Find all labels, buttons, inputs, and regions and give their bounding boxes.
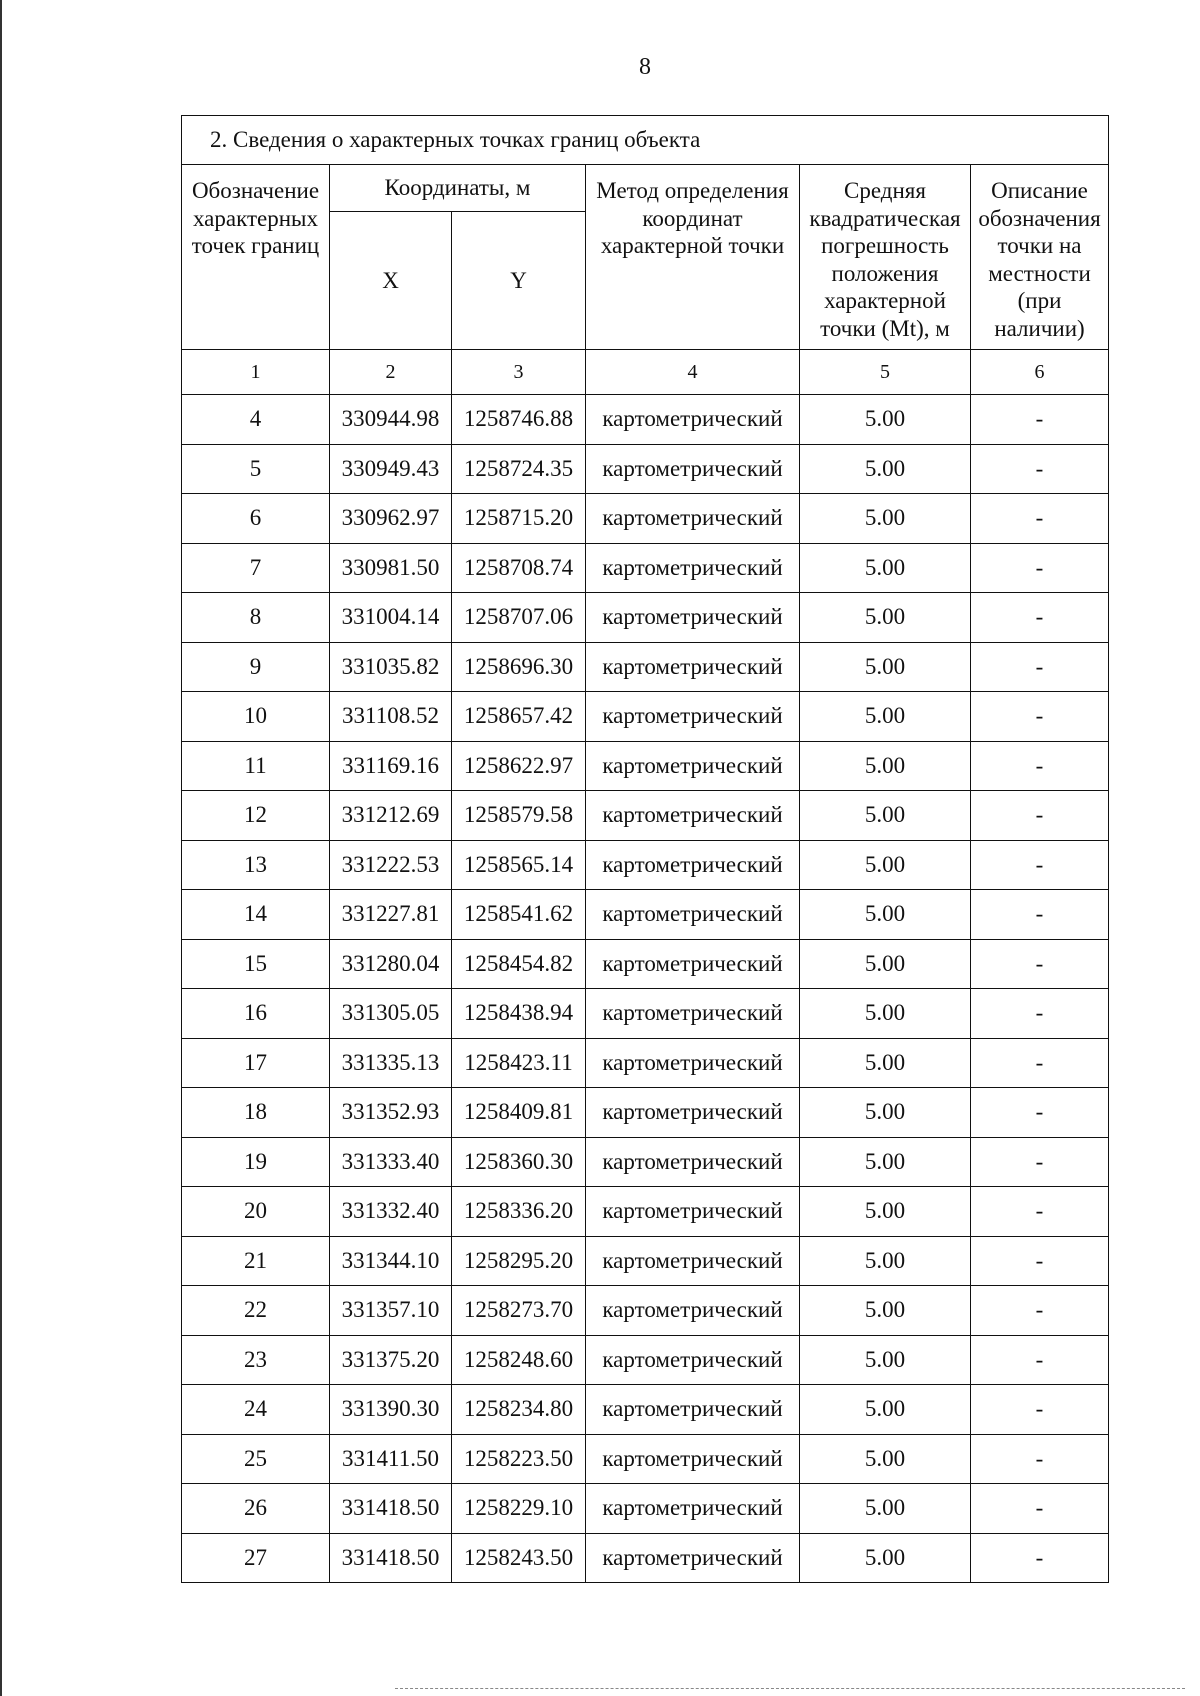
table-row	[182, 543, 1109, 593]
description-cell: -	[971, 1038, 1109, 1088]
x-coordinate-cell: 331305.05	[330, 989, 452, 1039]
header-x: X	[330, 212, 452, 350]
header-coordinates: Координаты, м	[330, 165, 586, 212]
column-number: 2	[330, 350, 452, 395]
description-cell: -	[971, 692, 1109, 742]
x-coordinate-cell: 331411.50	[330, 1434, 452, 1484]
description-cell: -	[971, 444, 1109, 494]
point-designation-cell: 11	[182, 741, 330, 791]
x-coordinate-cell: 330981.50	[330, 543, 452, 593]
description-cell: -	[971, 1385, 1109, 1435]
y-coordinate-cell: 1258336.20	[452, 1187, 586, 1237]
method-cell: картометрический	[586, 1484, 800, 1534]
y-coordinate-cell: 1258707.06	[452, 593, 586, 643]
table-row	[182, 593, 1109, 643]
table-row	[182, 692, 1109, 742]
rms-error-cell: 5.00	[800, 1137, 971, 1187]
method-cell: картометрический	[586, 1236, 800, 1286]
description-cell: -	[971, 1434, 1109, 1484]
header-description: Описание обозначения точки на местности (при наличии)	[971, 165, 1109, 350]
x-coordinate-cell: 331227.81	[330, 890, 452, 940]
method-cell: картометрический	[586, 791, 800, 841]
rms-error-cell: 5.00	[800, 1434, 971, 1484]
description-cell: -	[971, 395, 1109, 445]
rms-error-cell: 5.00	[800, 692, 971, 742]
description-cell: -	[971, 1335, 1109, 1385]
point-designation-cell: 8	[182, 593, 330, 643]
y-coordinate-cell: 1258295.20	[452, 1236, 586, 1286]
description-cell: -	[971, 1286, 1109, 1336]
point-designation-cell: 26	[182, 1484, 330, 1534]
x-coordinate-cell: 331108.52	[330, 692, 452, 742]
description-cell: -	[971, 1088, 1109, 1138]
x-coordinate-cell: 331390.30	[330, 1385, 452, 1435]
x-coordinate-cell: 331375.20	[330, 1335, 452, 1385]
column-number: 6	[971, 350, 1109, 395]
header-method: Метод определения координат характерной точки	[586, 165, 800, 350]
description-cell: -	[971, 1137, 1109, 1187]
rms-error-cell: 5.00	[800, 444, 971, 494]
x-coordinate-cell: 331035.82	[330, 642, 452, 692]
y-coordinate-cell: 1258360.30	[452, 1137, 586, 1187]
point-designation-cell: 20	[182, 1187, 330, 1237]
point-designation-cell: 9	[182, 642, 330, 692]
method-cell: картометрический	[586, 642, 800, 692]
description-cell: -	[971, 989, 1109, 1039]
header-y: Y	[452, 212, 586, 350]
description-cell: -	[971, 593, 1109, 643]
rms-error-cell: 5.00	[800, 939, 971, 989]
x-coordinate-cell: 331357.10	[330, 1286, 452, 1336]
x-coordinate-cell: 331352.93	[330, 1088, 452, 1138]
y-coordinate-cell: 1258579.58	[452, 791, 586, 841]
y-coordinate-cell: 1258229.10	[452, 1484, 586, 1534]
section-title: 2. Сведения о характерных точках границ объекта	[182, 116, 1109, 165]
rms-error-cell: 5.00	[800, 1385, 971, 1435]
method-cell: картометрический	[586, 1335, 800, 1385]
description-cell: -	[971, 543, 1109, 593]
rms-error-cell: 5.00	[800, 593, 971, 643]
table-row	[182, 1137, 1109, 1187]
y-coordinate-cell: 1258696.30	[452, 642, 586, 692]
rms-error-cell: 5.00	[800, 1286, 971, 1336]
rms-error-cell: 5.00	[800, 1088, 971, 1138]
page-number: 8	[639, 54, 651, 80]
y-coordinate-cell: 1258223.50	[452, 1434, 586, 1484]
y-coordinate-cell: 1258565.14	[452, 840, 586, 890]
y-coordinate-cell: 1258243.50	[452, 1533, 586, 1583]
x-coordinate-cell: 331418.50	[330, 1533, 452, 1583]
method-cell: картометрический	[586, 494, 800, 544]
column-number: 3	[452, 350, 586, 395]
rms-error-cell: 5.00	[800, 543, 971, 593]
scan-edge-line	[0, 0, 2, 1696]
method-cell: картометрический	[586, 1137, 800, 1187]
method-cell: картометрический	[586, 1385, 800, 1435]
rms-error-cell: 5.00	[800, 741, 971, 791]
method-cell: картометрический	[586, 1434, 800, 1484]
table-row	[182, 444, 1109, 494]
description-cell: -	[971, 1533, 1109, 1583]
x-coordinate-cell: 331280.04	[330, 939, 452, 989]
x-coordinate-cell: 331344.10	[330, 1236, 452, 1286]
method-cell: картометрический	[586, 741, 800, 791]
method-cell: картометрический	[586, 1088, 800, 1138]
point-designation-cell: 13	[182, 840, 330, 890]
table-row	[182, 890, 1109, 940]
table-body	[182, 395, 1109, 1583]
rms-error-cell: 5.00	[800, 1533, 971, 1583]
description-cell: -	[971, 1187, 1109, 1237]
description-cell: -	[971, 741, 1109, 791]
rms-error-cell: 5.00	[800, 642, 971, 692]
table-row	[182, 642, 1109, 692]
method-cell: картометрический	[586, 444, 800, 494]
table-row	[182, 840, 1109, 890]
x-coordinate-cell: 331332.40	[330, 1187, 452, 1237]
point-designation-cell: 15	[182, 939, 330, 989]
description-cell: -	[971, 791, 1109, 841]
method-cell: картометрический	[586, 593, 800, 643]
method-cell: картометрический	[586, 395, 800, 445]
method-cell: картометрический	[586, 890, 800, 940]
rms-error-cell: 5.00	[800, 395, 971, 445]
table-row	[182, 939, 1109, 989]
x-coordinate-cell: 331212.69	[330, 791, 452, 841]
x-coordinate-cell: 331333.40	[330, 1137, 452, 1187]
y-coordinate-cell: 1258541.62	[452, 890, 586, 940]
table-row	[182, 1434, 1109, 1484]
method-cell: картометрический	[586, 1187, 800, 1237]
rms-error-cell: 5.00	[800, 1236, 971, 1286]
rms-error-cell: 5.00	[800, 494, 971, 544]
description-cell: -	[971, 642, 1109, 692]
column-numbers-row	[182, 350, 1109, 395]
column-number: 4	[586, 350, 800, 395]
y-coordinate-cell: 1258708.74	[452, 543, 586, 593]
table-row	[182, 1038, 1109, 1088]
column-number: 5	[800, 350, 971, 395]
rms-error-cell: 5.00	[800, 791, 971, 841]
method-cell: картометрический	[586, 939, 800, 989]
point-designation-cell: 22	[182, 1286, 330, 1336]
method-cell: картометрический	[586, 1038, 800, 1088]
point-designation-cell: 6	[182, 494, 330, 544]
point-designation-cell: 12	[182, 791, 330, 841]
table-row	[182, 1335, 1109, 1385]
point-designation-cell: 10	[182, 692, 330, 742]
y-coordinate-cell: 1258423.11	[452, 1038, 586, 1088]
x-coordinate-cell: 330944.98	[330, 395, 452, 445]
rms-error-cell: 5.00	[800, 1187, 971, 1237]
rms-error-cell: 5.00	[800, 1484, 971, 1534]
point-designation-cell: 14	[182, 890, 330, 940]
description-cell: -	[971, 494, 1109, 544]
table-row	[182, 395, 1109, 445]
y-coordinate-cell: 1258248.60	[452, 1335, 586, 1385]
point-designation-cell: 25	[182, 1434, 330, 1484]
method-cell: картометрический	[586, 1533, 800, 1583]
footer-scan-artifact	[395, 1688, 1185, 1690]
table-row	[182, 1286, 1109, 1336]
table-row	[182, 1385, 1109, 1435]
point-designation-cell: 19	[182, 1137, 330, 1187]
point-designation-cell: 23	[182, 1335, 330, 1385]
table-row	[182, 989, 1109, 1039]
header-designation: Обозначение характерных точек границ	[182, 165, 330, 350]
rms-error-cell: 5.00	[800, 989, 971, 1039]
point-designation-cell: 24	[182, 1385, 330, 1435]
x-coordinate-cell: 330949.43	[330, 444, 452, 494]
method-cell: картометрический	[586, 692, 800, 742]
rms-error-cell: 5.00	[800, 1038, 971, 1088]
y-coordinate-cell: 1258657.42	[452, 692, 586, 742]
x-coordinate-cell: 331335.13	[330, 1038, 452, 1088]
y-coordinate-cell: 1258438.94	[452, 989, 586, 1039]
x-coordinate-cell: 331169.16	[330, 741, 452, 791]
table-row	[182, 741, 1109, 791]
y-coordinate-cell: 1258715.20	[452, 494, 586, 544]
method-cell: картометрический	[586, 989, 800, 1039]
table-row	[182, 791, 1109, 841]
method-cell: картометрический	[586, 840, 800, 890]
description-cell: -	[971, 1484, 1109, 1534]
rms-error-cell: 5.00	[800, 1335, 971, 1385]
description-cell: -	[971, 890, 1109, 940]
table-row	[182, 494, 1109, 544]
point-designation-cell: 4	[182, 395, 330, 445]
point-designation-cell: 16	[182, 989, 330, 1039]
point-designation-cell: 27	[182, 1533, 330, 1583]
point-designation-cell: 5	[182, 444, 330, 494]
point-designation-cell: 17	[182, 1038, 330, 1088]
header-rms-error: Средняя квадратическая погрешность положения характерной точки (Mt), м	[800, 165, 971, 350]
y-coordinate-cell: 1258234.80	[452, 1385, 586, 1435]
rms-error-cell: 5.00	[800, 840, 971, 890]
x-coordinate-cell: 331222.53	[330, 840, 452, 890]
table-row	[182, 1484, 1109, 1534]
description-cell: -	[971, 1236, 1109, 1286]
rms-error-cell: 5.00	[800, 890, 971, 940]
boundary-points-table	[181, 115, 1109, 1583]
point-designation-cell: 21	[182, 1236, 330, 1286]
description-cell: -	[971, 840, 1109, 890]
method-cell: картометрический	[586, 1286, 800, 1336]
y-coordinate-cell: 1258454.82	[452, 939, 586, 989]
x-coordinate-cell: 331418.50	[330, 1484, 452, 1534]
x-coordinate-cell: 331004.14	[330, 593, 452, 643]
x-coordinate-cell: 330962.97	[330, 494, 452, 544]
method-cell: картометрический	[586, 543, 800, 593]
table-row	[182, 1533, 1109, 1583]
y-coordinate-cell: 1258622.97	[452, 741, 586, 791]
description-cell: -	[971, 939, 1109, 989]
table-row	[182, 1088, 1109, 1138]
point-designation-cell: 7	[182, 543, 330, 593]
point-designation-cell: 18	[182, 1088, 330, 1138]
column-number: 1	[182, 350, 330, 395]
y-coordinate-cell: 1258724.35	[452, 444, 586, 494]
y-coordinate-cell: 1258273.70	[452, 1286, 586, 1336]
y-coordinate-cell: 1258746.88	[452, 395, 586, 445]
table-row	[182, 1187, 1109, 1237]
table-row	[182, 1236, 1109, 1286]
y-coordinate-cell: 1258409.81	[452, 1088, 586, 1138]
